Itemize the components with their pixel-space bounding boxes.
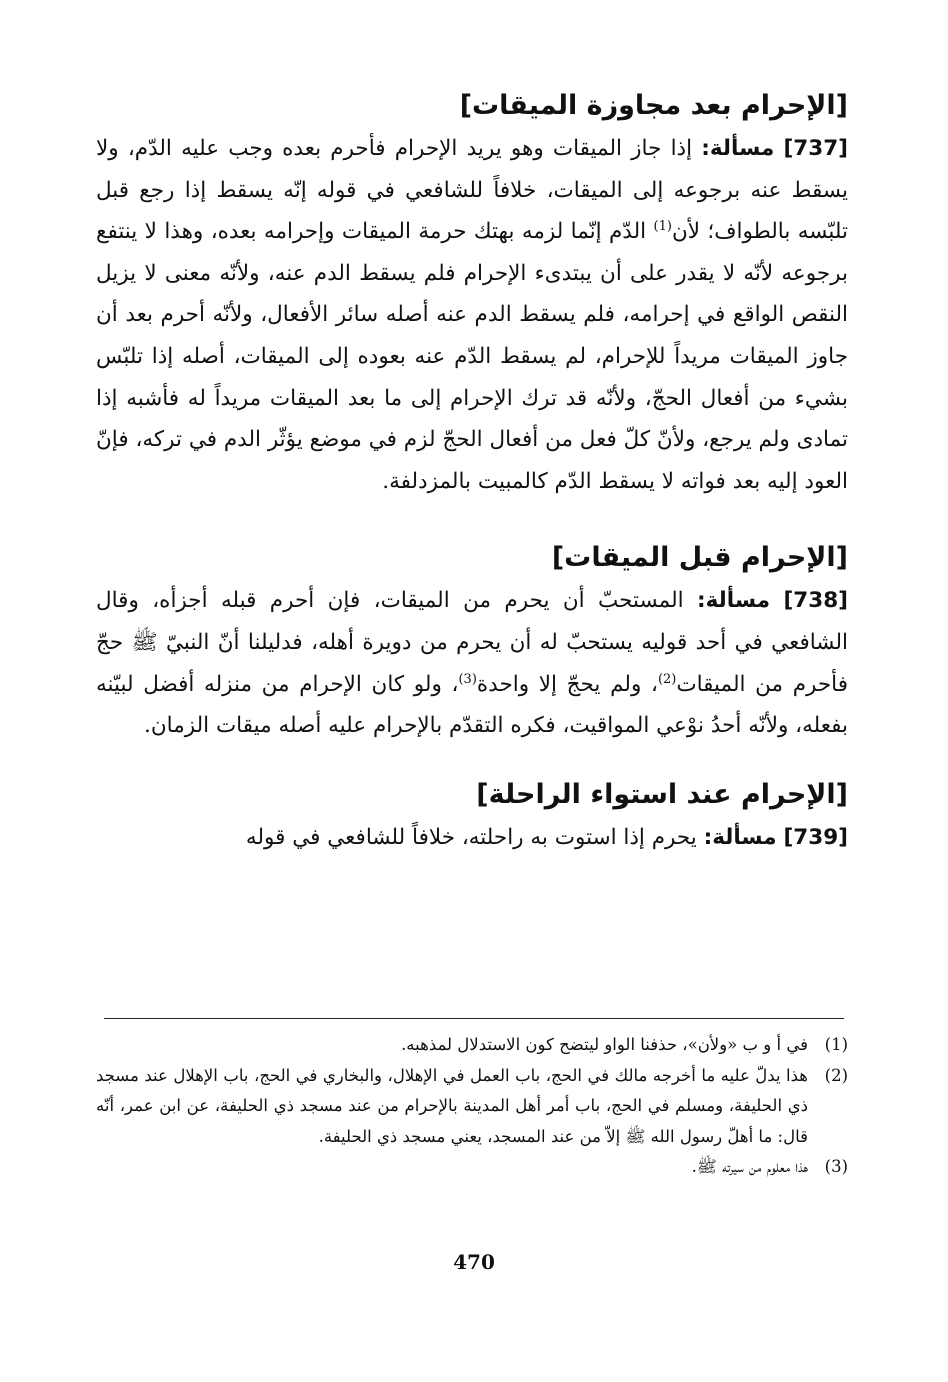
masala-label: مسألة: bbox=[703, 824, 777, 850]
masala-paragraph bbox=[96, 128, 848, 502]
masala-number: [738] bbox=[783, 588, 848, 614]
footnote-item bbox=[96, 1061, 848, 1153]
footnote-number: (3) bbox=[824, 1157, 848, 1176]
footnote-number: (1) bbox=[824, 1035, 848, 1054]
masala-paragraph bbox=[96, 817, 848, 859]
footnote-text: في أ و ب «ولأن»، حذفنا الواو ليتضح كون الاستدلال لمذهبه. bbox=[401, 1035, 808, 1054]
masala-text: ، ولم يحجّ إلا واحدة bbox=[476, 671, 658, 697]
page-body bbox=[96, 80, 848, 858]
masala-label: مسألة: bbox=[697, 588, 771, 614]
footnote-item bbox=[96, 1030, 848, 1061]
footnote-divider bbox=[104, 1018, 844, 1019]
footnote-ref[interactable]: (2) bbox=[657, 671, 677, 687]
masala-label: مسألة: bbox=[701, 136, 775, 161]
section-heading: [الإحرام قبل الميقات] bbox=[551, 542, 848, 574]
footnote-ref[interactable]: (1) bbox=[653, 219, 672, 235]
footnote-ref[interactable]: (3) bbox=[458, 671, 477, 687]
masala-text: إذا جاز الميقات وهو يريد الإحرام فأحرم بعده وجب عليه الدّم، ولا يسقط عنه برجوعه إلى الميقات، خلافاً للشافعي في قوله إنّه يسقط إذا رجع قبل تلبّسه بالطواف؛ لأن bbox=[96, 136, 848, 245]
section-heading: [الإحرام بعد مجاوزة الميقات] bbox=[459, 90, 848, 121]
footnote-item bbox=[96, 1152, 848, 1183]
masala-number: [737] bbox=[783, 136, 848, 161]
masala-number: [739] bbox=[783, 824, 848, 850]
footnote-text: هذا يدلّ عليه ما أخرجه مالك في الحج، باب العمل في الإهلال، والبخاري في الحج، باب الإهلال عند مسجد ذي الحليفة، ومسلم في الحج، باب أمر أهل المدينة بالإحرام من عند مسجد ذي الحليفة، عن ابن عمر، أنّه قال: ما أهلّ رسول الله ﷺ إلاّ من عند المسجد، يعني مسجد ذي الحليفة. bbox=[96, 1065, 808, 1146]
footnote-text: هذا معلوم من سيرته ﷺ. bbox=[691, 1157, 808, 1176]
masala-text: الدّم إنّما لزمه بهتك حرمة الميقات وإحرامه بعده، وهذا لا ينتفع برجوعه لأنّه لا يقدر على أن يبتدىء الإحرام فلم يسقط الدم عنه، ولأنّه معنى لا يزيل النقص الواقع في إحرامه، فلم يسقط الدم عنه أصله سائر الأفعال، ولأنّه أحرم بعد أن جاوز الميقات مريداً للإحرام، لم يسقط الدّم عنه بعوده إلى الميقات، أصله إذا تلبّس بشيء من أفعال الحجّ، ولأنّه قد ترك الإحرام إلى ما بعد الميقات مريداً له فأشبه إذا تمادى ولم يرجع، ولأنّ كلّ فعل من أفعال الحجّ لزم في موضع يؤثّر الدم في تركه، فإنّ العود إليه بعد فواته لا يسقط الدّم كالمبيت بالمزدلفة. bbox=[96, 219, 848, 494]
section-heading: [الإحرام عند استواء الراحلة] bbox=[476, 778, 848, 810]
masala-text: يحرم إذا استوت به راحلته، خلافاً للشافعي في قوله bbox=[245, 824, 704, 850]
page-number: 470 bbox=[453, 1250, 495, 1274]
masala-paragraph bbox=[96, 580, 848, 746]
footnotes bbox=[96, 1030, 848, 1183]
masala-text: ، ولو كان الإحرام من منزله أفضل لبيّنه بفعله، ولأنّه أحدُ نوْعي المواقيت، فكره التقدّم بالإحرام عليه أصله ميقات الزمان. bbox=[96, 671, 848, 739]
masala-text: المستحبّ أن يحرم من الميقات، فإن أحرم قبله أجزأه، وقال الشافعي في أحد قوليه يستحبّ له أن يحرم من دويرة أهله، فدليلنا أنّ النبيّ ﷺ حجّ فأحرم من الميقات bbox=[96, 588, 848, 697]
footnote-number: (2) bbox=[824, 1065, 848, 1085]
